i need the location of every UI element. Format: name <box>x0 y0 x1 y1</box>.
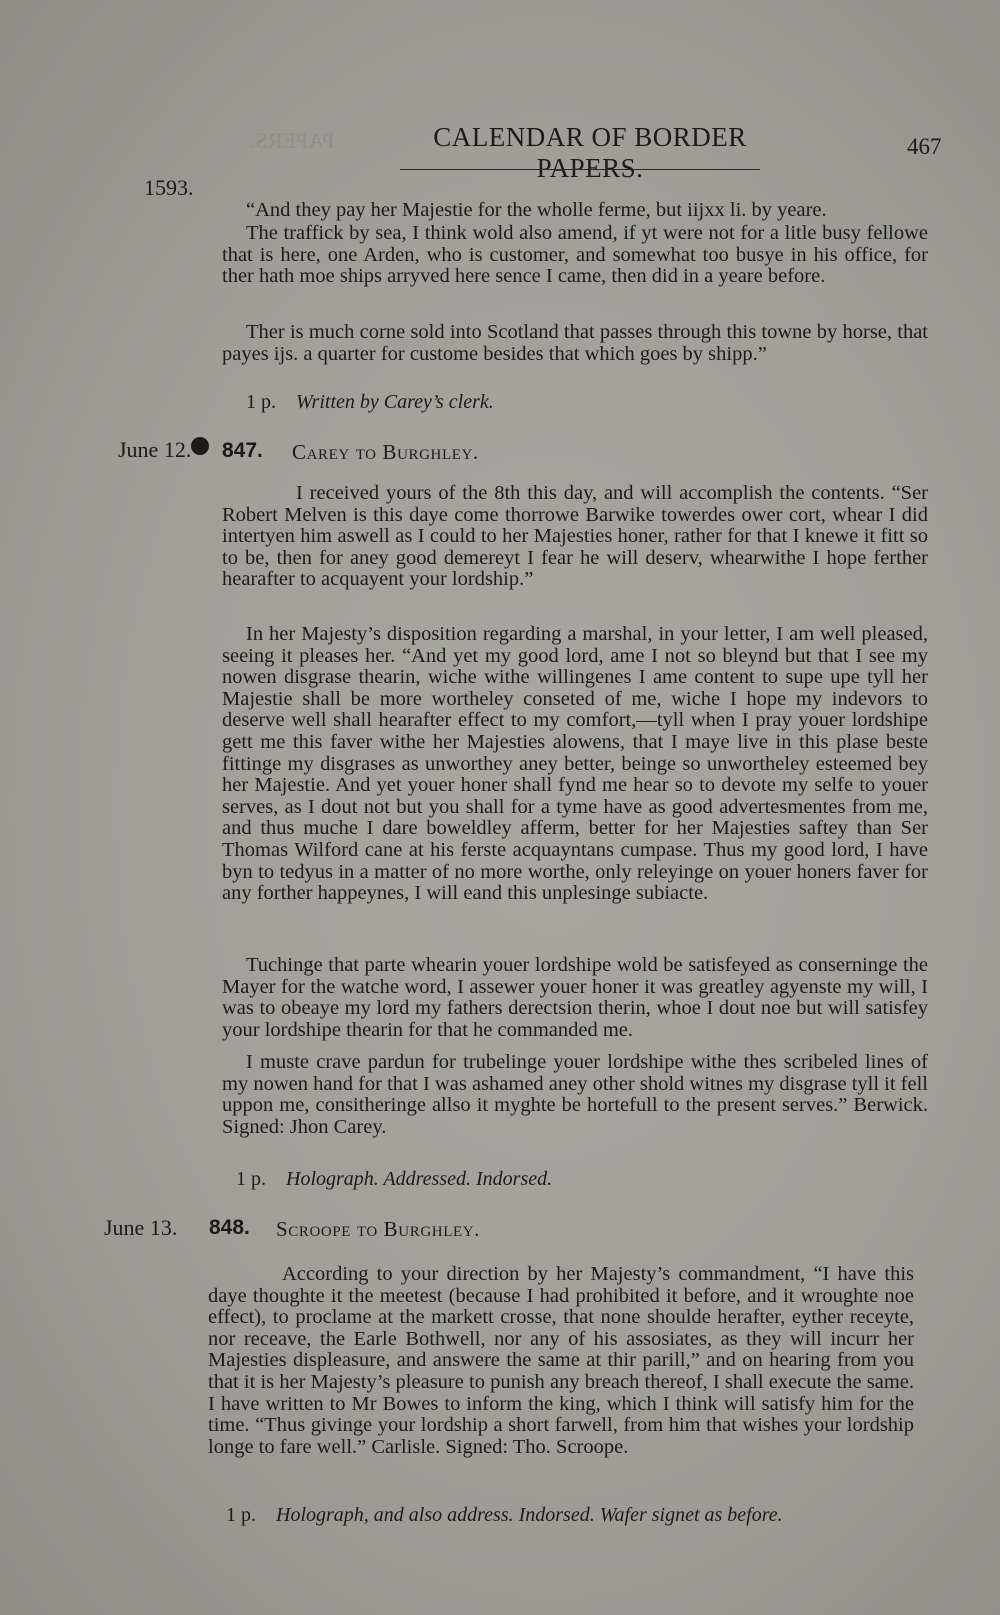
entry-847-paragraph-4: I muste crave pardun for trubelinge youer lordshipe withe thes scribeled lines of my nowen hand for that I was ashamed aney other shold witnes my disgrase tyll it fell uppon me, consitheringe allso it myghte be hortefull to the present serves.” Berwick. Signed: Jhon Carey. <box>222 1051 928 1138</box>
entry-847-paragraph-1: I received yours of the 8th this day, and will accomplish the contents. “Ser Robert Melven is this daye come thorrowe Barwike towerdes ower cort, whear I did intertyen him aswell as I could to her Majesties honer, rather for that I knewe it fitt so to be, then for aney good demereyt I fear he will deserv, whearwithe I hope ferther hearafter to acquayent your lordship.” <box>222 482 928 591</box>
entry-848-paragraph-1: According to your direction by her Majesty’s commandment, “I have this daye thoughte it the meetest (because I had prohibited it before, and it wroughte noe effect), to proclame at the markett crosse, that none shoulde herafter, eyther receyte, nor receave, the Earle Bothwell, nor any of his assosiates, as they will incurr her Majesties displeasure, and answere the same at thir parill,” and on hearing from you that it is her Majesty’s pleasure to punish any breach thereof, I shall execute the same. I have written to Mr Bowes to inform the king, which I think will satisfy him for the time. “Thus givinge your lordship a short farwell, from him that wishes your lordship longe to fare well.” Carlisle. Signed: Tho. Scroope. <box>208 1263 914 1458</box>
bleed-through-text: PAPERS. <box>250 128 335 153</box>
entry-date: June 12. <box>118 437 192 462</box>
continuation-paragraph-3: Ther is much corne sold into Scotland that passes through this towne by horse, that payes ijs. a quarter for custome besides that which goes by shipp.” <box>222 321 928 365</box>
running-header-title: CALENDAR OF BORDER PAPERS. <box>433 122 747 183</box>
entry-847-paragraph-3: Tuchinge that parte whearin youer lordshipe wold be satisfeyed as conserninge the Mayer for the watche word, I assewer youer honer it was greatley agyenste my will, I was to obeaye my lord my fathers derectsion therin, whoe I dout noe but will satisfey your lordshipe thearin for that he commanded me. <box>222 954 928 1041</box>
note-text: Holograph. Addressed. Indorsed. <box>286 1168 553 1190</box>
note-page-count: 1 p. <box>246 391 276 413</box>
year-marginal: 1593. <box>144 175 194 200</box>
entry-date: June 13. <box>104 1215 178 1240</box>
continuation-paragraph-2: The traffick by sea, I think wold also amend, if yt were not for a litle busy fellowe that is here, one Arden, who is customer, and somewhat too busye in his office, for ther hath moe ships arryved here sence I came, then did in a yeare before. <box>222 222 928 288</box>
page-number: 467 <box>907 134 942 159</box>
note-text: Holograph, and also address. Indorsed. Wafer signet as before. <box>276 1504 783 1526</box>
entry-847-paragraph-2: In her Majesty’s disposition regarding a marshal, in your letter, I am well pleased, seeing it pleases her. “And yet my good lord, ame I not so bleynd but that I see my nowen disgrase thearin, wiche withe willingenes I ame content to supe upe tyll her Majestie shall be more wortheley conseted of me, wiche I hope my indevors to deserve well shall hearafter effect to my comfort,—tyll when I pray youer lordshipe gett me this faver withe her Majesties alowens, that I maye live in this plase beste fittinge my disgrases as unworthey aney better, beinge so unwortheley esteemed bey her Majestie. And yet youer honer shall fynd me hear so to devote my selfe to youer serves, as I dout not but you shall for a tyme have as good advertesmentes from me, and thus muche I dare boweldley afferm, better for her Majesties saftey than Ser Thomas Wilford cane at his ferste acquayntans cumpase. Thus my good lord, I have byn to tedyus in a matter of no more worthe, only releyinge on youer honers faver for any forther happeynes, I will eand this unplesinge subiacte. <box>222 623 928 905</box>
entry-number: 847. <box>222 439 263 462</box>
entry-848-note <box>226 1504 783 1527</box>
note-text: Written by Carey’s clerk. <box>296 391 494 413</box>
entry-number: 848. <box>209 1216 250 1239</box>
entry-title: Carey to Burghley. <box>292 440 479 464</box>
continuation-paragraph-1: “And they pay her Majestie for the wholle ferme, but iijxx li. by yeare. <box>246 199 827 221</box>
note-page-count: 1 p. <box>226 1504 256 1526</box>
header-rule <box>400 169 760 170</box>
continuation-note <box>246 391 494 414</box>
entry-title: Scroope to Burghley. <box>276 1217 480 1241</box>
note-page-count: 1 p. <box>236 1168 266 1190</box>
ink-blot <box>191 437 209 455</box>
entry-847-note <box>236 1168 552 1191</box>
